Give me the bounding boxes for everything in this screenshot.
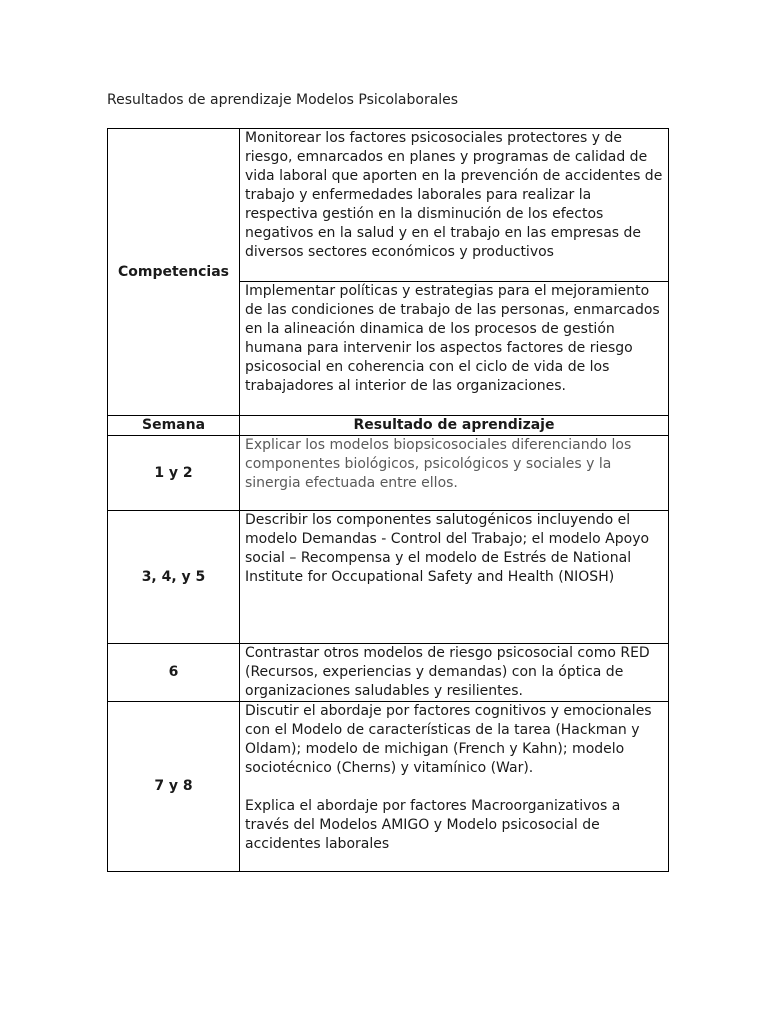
resultado-cell (240, 702, 669, 872)
table-row (108, 511, 669, 644)
semana-cell: 7 y 8 (108, 702, 240, 872)
competencias-row-1 (108, 129, 669, 282)
table-row (108, 644, 669, 702)
table-row (108, 702, 669, 872)
table-row (108, 436, 669, 511)
learning-outcomes-table (107, 128, 669, 872)
resultado-cell: Explicar los modelos biopsicosociales diferenciando los componentes biológicos, psicológicos y sociales y la sinergia efectuada entre ellos. (240, 436, 669, 511)
header-semana: Semana (108, 416, 240, 436)
semana-cell: 6 (108, 644, 240, 702)
resultado-paragraph-2: Explica el abordaje por factores Macroorganizativos a través del Modelos AMIGO y Modelo psicosocial de accidentes laborales (245, 798, 621, 852)
header-resultado: Resultado de aprendizaje (240, 416, 669, 436)
table-header-row (108, 416, 669, 436)
competencia-text-2: Implementar políticas y estrategias para el mejoramiento de las condiciones de trabajo de las personas, enmarcados en la alineación dinamica de los procesos de gestión humana para intervenir los aspectos factores de riesgo psicosocial en coherencia con el ciclo de vida de los trabajadores al interior de las organizaciones. (240, 282, 669, 416)
resultado-paragraph-1: Discutir el abordaje por factores cognitivos y emocionales con el Modelo de características de la tarea (Hackman y Oldam); modelo de michigan (French y Kahn); modelo sociotécnico (Cherns) y vitamínico (War). (245, 703, 652, 776)
semana-cell: 1 y 2 (108, 436, 240, 511)
competencia-text-1: Monitorear los factores psicosociales protectores y de riesgo, emnarcados en planes y programas de calidad de vida laboral que aporten en la prevención de accidentes de trabajo y enfermedades laborales para realizar la respectiva gestión en la disminución de los efectos negativos en la salud y en el trabajo en las empresas de diversos sectores económicos y productivos (240, 129, 669, 282)
competencias-label: Competencias (108, 129, 240, 416)
resultado-cell: Describir los componentes salutogénicos incluyendo el modelo Demandas - Control del Trabajo; el modelo Apoyo social – Recompensa y el modelo de Estrés de National Institute for Occupational Safety and Health (NIOSH) (240, 511, 669, 644)
document-title: Resultados de aprendizaje Modelos Psicolaborales (107, 92, 459, 108)
resultado-cell: Contrastar otros modelos de riesgo psicosocial como RED (Recursos, experiencias y demandas) con la óptica de organizaciones saludables y resilientes. (240, 644, 669, 702)
semana-cell: 3, 4, y 5 (108, 511, 240, 644)
